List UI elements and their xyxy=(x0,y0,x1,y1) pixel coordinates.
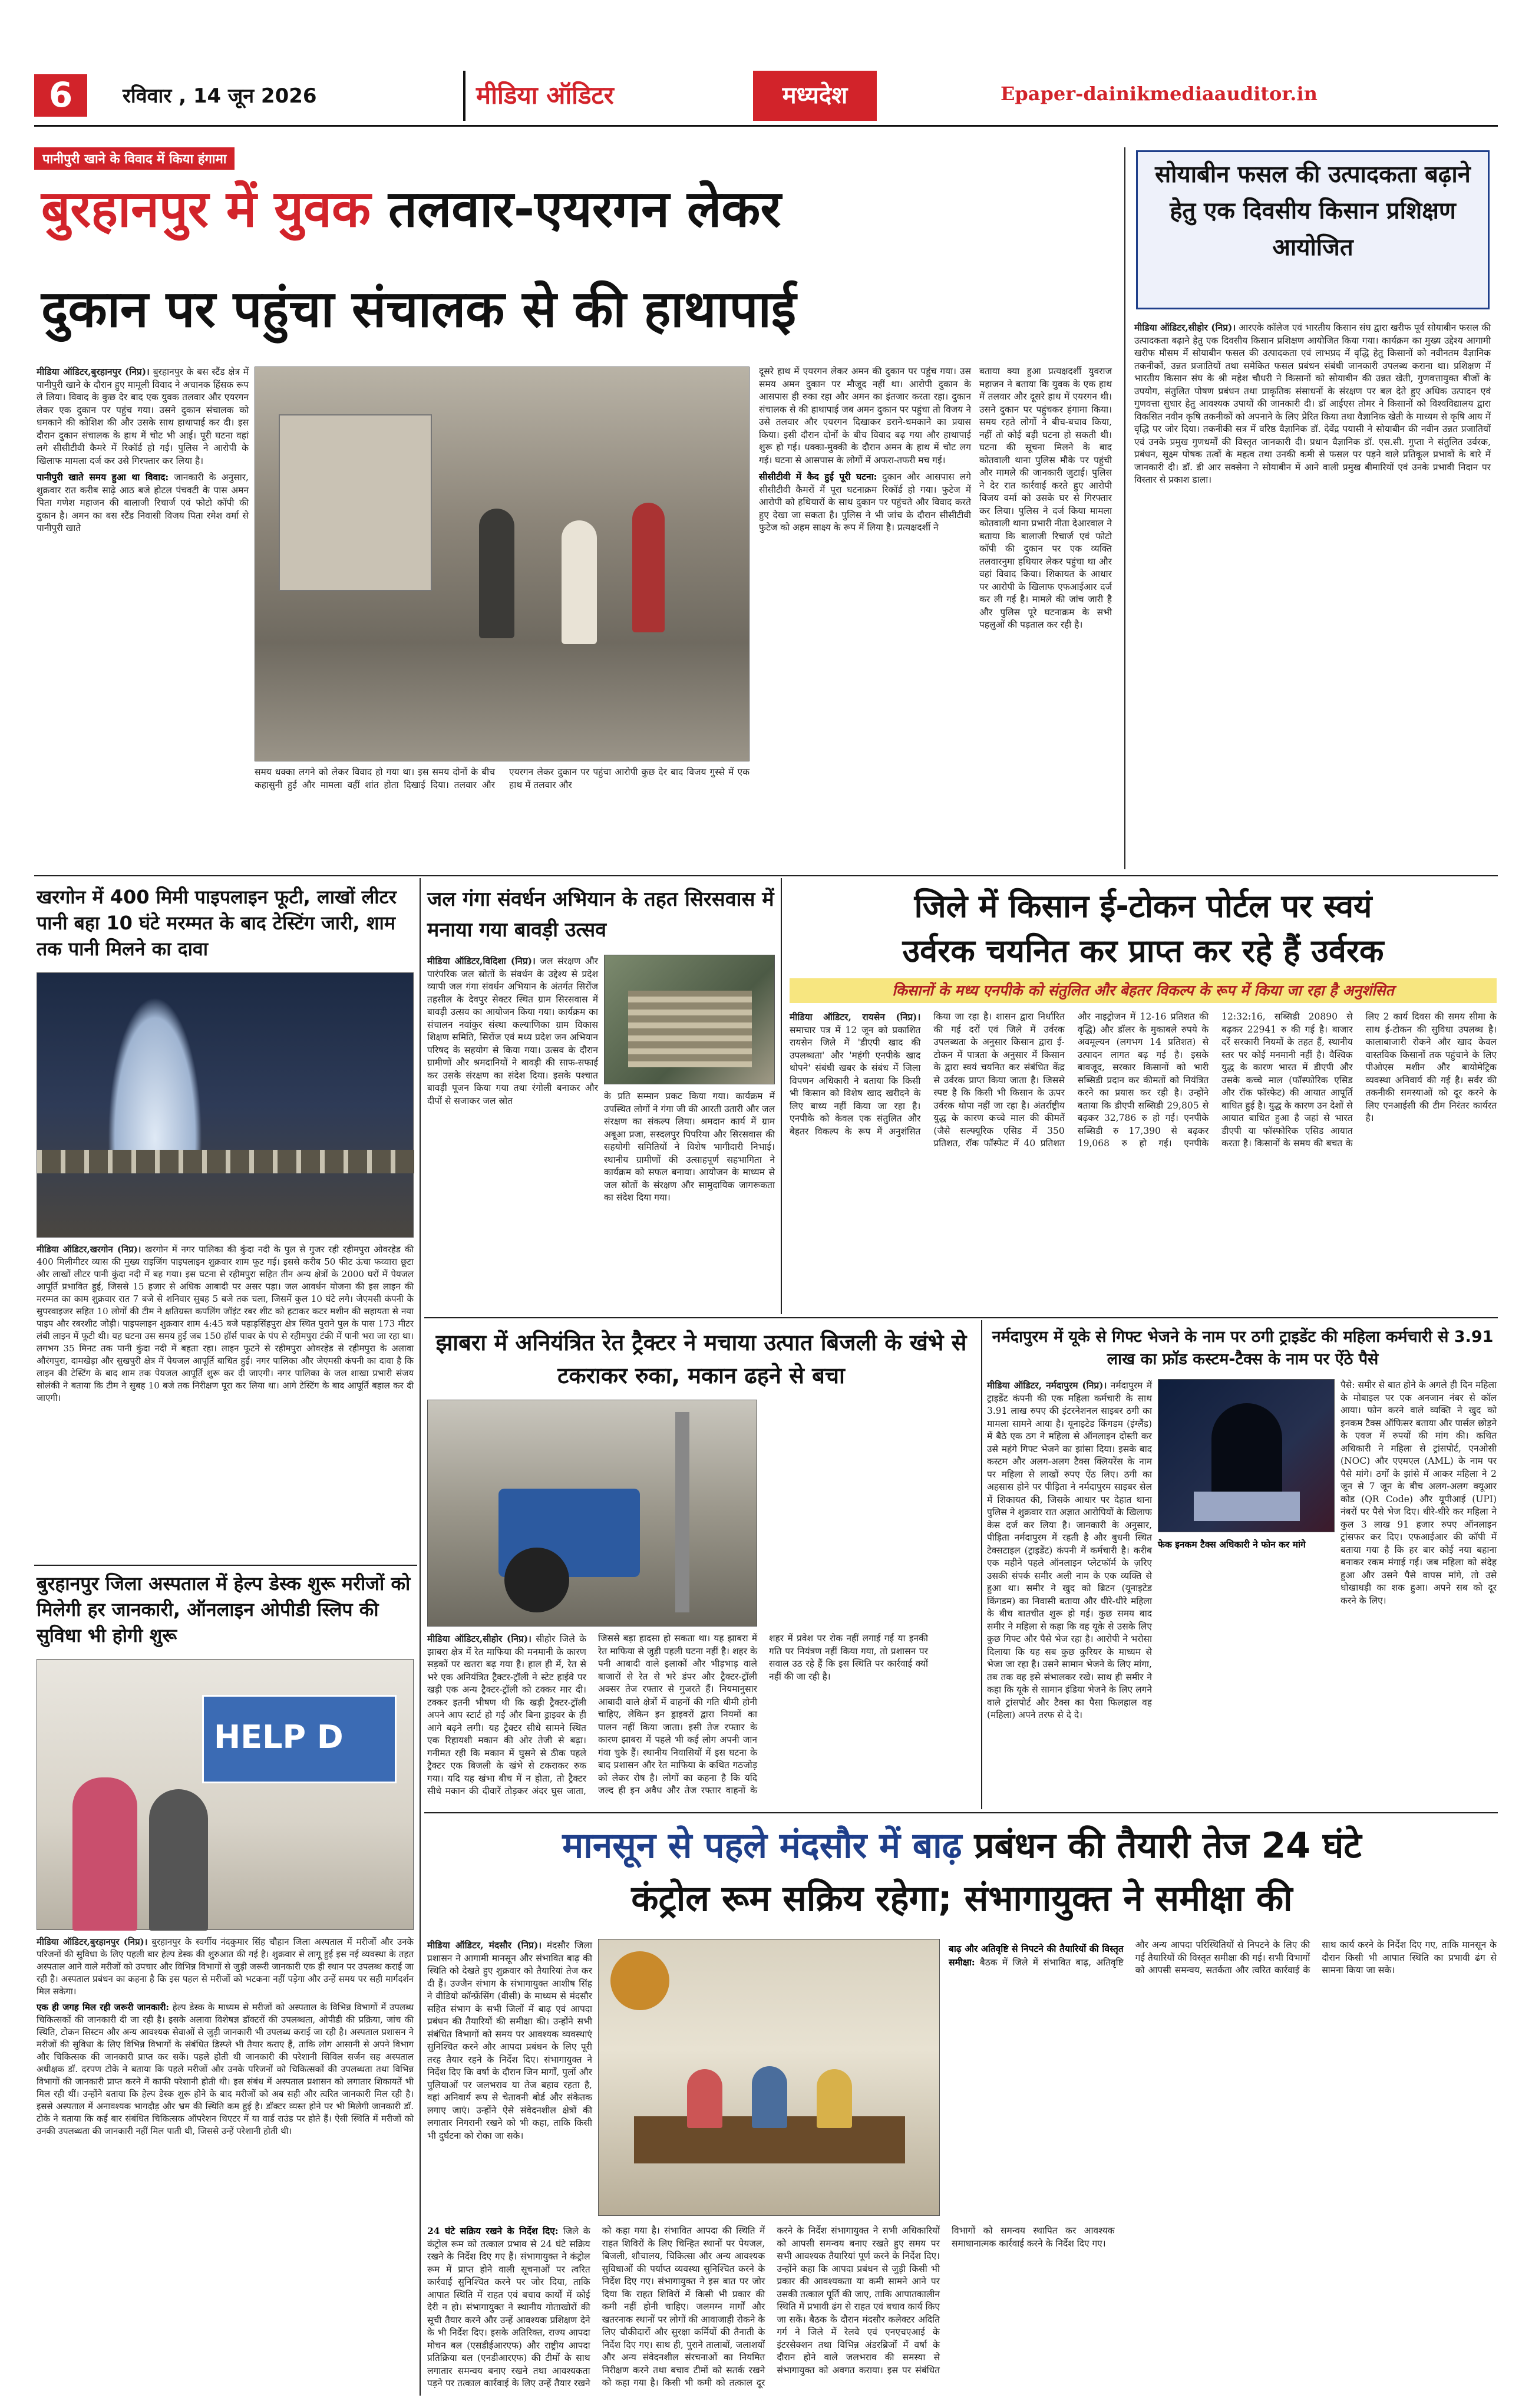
story7-body-text: सीहोर जिले के झाबरा क्षेत्र में रेत माफिया की मनमानी के कारण सड़कों पर खतरा बढ़ गया है। हाल ही में, रेत से भरे एक अनियंत्रित ट्रैक्टर-ट्रॉली ने स्टेट हाईवे पर खड़ी एक अन्य ट्रैक्टर-ट्रॉली को टक्कर मार दी। टक्कर इतनी भीषण थी कि खड़ी ट्रैक्टर-ट्रॉली अपने आप स्टार्ट हो गई और बिना ड्राइवर के ही आगे बढ़ने लगी। यह ट्रैक्टर सीधे सामने स्थित एक रिहायशी मकान की ओर तेजी से बढ़ा। गनीमत रही कि मकान में घुसने से ठीक पहले ट्रैक्टर एक बिजली के खंभे से टकराकर रुक गया। यदि यह खंभा बीच में न होता, तो ट्रैक्टर सीधे मकान की दीवारें तोड़कर अंदर घुस जाता, जिससे बड़ा हादसा हो सकता था। यह झाबरा में रेत माफिया से जुड़ी पहली घटना नहीं है। शहर के पनी आबादी वाले इलाकों और भीड़भाड़ वाले बाजारों से रेत से भरे डंपर और ट्रैक्टर-ट्रॉली अक्सर तेज रफ्तार से गुजरते हैं। नियमानुसार आबादी वाले क्षेत्रों में वाहनों की गति धीमी होनी चाहिए, लेकिन इन ड्राइवरों द्वारा नियमों का पालन नहीं किया जाता। इसी तेज रफ्तार के कारण झाबरा में पहले भी कई लोग अपनी जान गंवा चुके हैं। स्थानीय निवासियों में इस घटना के बाद प्रशासन और रेत माफिया के कथित गठजोड़ को लेकर रोष है। लोगों का कहना है कि यदि जल्द ही इन अवैध और तेज रफ्तार वाहनों के शहर में प्रवेश पर रोक नहीं लगाई गई या इनकी गति पर नियंत्रण नहीं किया गया, तो प्रशासन पर सवाल उठ रहे हैं कि इस स्थिति पर कार्रवाई क्यों नहीं की जा रही है। xyxy=(427,1633,928,1796)
story9-headline-2: कंट्रोल रूम सक्रिय रहेगा; संभागायुक्त ने समीक्षा की xyxy=(631,1878,1293,1919)
electric-pole-icon xyxy=(675,1412,689,1612)
story6-dateline: मीडिया ऑडिटर, रायसेन (निप्र)। xyxy=(790,1011,921,1022)
story1-sub2: सीसीटीवी में कैद हुई पूरी घटना: xyxy=(759,471,877,482)
story8-dateline: मीडिया ऑडिटर, नर्मदापुरम (निप्र)। xyxy=(987,1380,1107,1391)
story1-col3-text: बताया क्या हुआ प्रत्यक्षदर्शी युवराज महाजन ने बताया कि युवक के एक हाथ में तलवार और दूसरे हाथ में एयरगन थी। उसने दुकान पर पहुंचकर हंगामा किया। समय रहते लोगों ने बीच-बचाव किया, नहीं तो कोई बड़ी घटना हो सकती थी। घटना की सूचना मिलने के बाद कोतवाली थाना पुलिस मौके पर पहुंची और मामले की जानकारी जुटाई। पुलिस ने देर रात कार्रवाई करते हुए आरोपी विजय वर्मा को उसके घर से गिरफ्तार कर लिया। पुलिस ने दर्ज किया मामला कोतवाली थाना प्रभारी नीता देआरवाल ने बताया कि बालाजी रिचार्ज एवं फोटो कॉपी की दुकान पर एक व्यक्ति तलवारनुमा हथियार लेकर पहुंचा था और वहां विवाद किया। शिकायत के आधार पर आरोपी के खिलाफ एफआईआर दर्ज कर ली गई है। मामले की जांच जारी है और पुलिस पूरे घटनाक्रम के सभी पहलुओं की पड़ताल कर रही है। xyxy=(979,366,1112,630)
help-desk-sign-text: HELP D xyxy=(214,1718,344,1756)
story2-body xyxy=(1134,321,1491,866)
story1-headline-red: बुरहानपुर में युवक xyxy=(41,180,371,239)
story3-headline: खरगोन में 400 मिमी पाइपलाइन फूटी, लाखों लीटर पानी बहा 10 घंटे मरम्मत के बाद टेस्टिंग जारी, शाम तक पानी मिलने का दावा xyxy=(37,886,397,960)
laptop-icon xyxy=(1194,1492,1300,1521)
story9-body3-text: बैठक में जिले में संभावित बाढ़, अतिवृष्टि और अन्य आपदा परिस्थितियों से निपटने के लिए की गई तैयारियों की विस्तृत समीक्षा की गई। सभी विभागों को आपसी समन्वय, सतर्कता और त्वरित कार्रवाई के साथ कार्य करने के निर्देश दिए गए, ताकि मानसून के दौरान किसी भी आपात स्थिति का प्रभावी ढंग से सामना किया जा सके। xyxy=(979,1939,1497,1975)
bridge-railing-icon xyxy=(37,1150,414,1173)
story1-headline-2: दुकान पर पहुंचा संचालक से की हाथापाई xyxy=(41,280,797,339)
story4-headline: बुरहानपुर जिला अस्पताल में हेल्प डेस्क शुरू मरीजों को मिलेगी हर जानकारी, ऑनलाइन ओपीडी स्लिप की सुविधा भी होगी शुरू xyxy=(37,1572,411,1647)
water-fountain-icon xyxy=(108,997,202,1173)
story3-body-text: खरगोन में नगर पालिका की कुंदा नदी के पुल से गुजर रही रहीमपुरा ओवरहेड की 400 मिलीमीटर व्यास की मुख्य राइजिंग पाइपलाइन शुक्रवार शाम फूट गई। इससे करीब 50 फीट ऊंचा फव्वारा छूटा और लाखों लीटर पानी कुंदा नदी में बह गया। इस घटना से रहीमपुरा सहित तीन अन्य क्षेत्रों के 2000 घरों में पेयजल आपूर्ति प्रभावित हुई, जिससे 15 हजार से अधिक आबादी पर असर पड़ा। जल आवर्धन योजना की इस लाइन की मरम्मत का काम शुक्रवार रात 7 बजे से शनिवार सुबह 5 बजे तक चला, जिसमें कुल 10 घंटे लगे। जेएमसी कंपनी के सुपरवाइजर सहित 10 लोगों की टीम ने क्षतिग्रस्त कपलिंग जॉइंट रबर शीट को हटाकर कटर मशीन की सहायता से नया पाइप और रबरशीट जोड़ी। पाइपलाइन शुक्रवार शाम 4:45 बजे पहाड़सिंहपुरा क्षेत्र स्थित पुराने पुल के पास 173 मीटर लंबी लाइन में फूटी थी। यह घटना उस समय हुई जब 150 हॉर्स पावर के पंप से रहीमपुरा टंकी में पानी भरा जा रहा था। लगभग 35 मिनट तक पानी कुंदा नदी में बहता रहा। लाइन फूटने से रहीमपुरा ओवरहेड से रहीमपुरा के अलावा औरंगपुरा, दामखेड़ा और सुखपुरी क्षेत्र में पेयजल आपूर्ति बाधित हुई। नगर पालिका और जेएमसी कंपनी का दावा है कि लाइन की टेस्टिंग के बाद शाम तक पेयजल आपूर्ति शुरू कर दी जाएगी। नगर पालिका के जल शाखा प्रभारी संजय सोलंकी ने बताया कि टीम ने सुबह 10 बजे तक निरीक्षण पूरा कर लिया था। आगे टेस्टिंग के बाद आपूर्ति बहाल कर दी जाएगी। xyxy=(37,1244,414,1403)
story1-headline-black1: तलवार-एयरगन लेकर xyxy=(388,180,781,239)
story5-dateline: मीडिया ऑडिटर,विदिशा (निप्र)। xyxy=(427,955,536,967)
story3-body xyxy=(37,1243,414,1556)
page-number-text: 6 xyxy=(48,75,73,115)
story1-headline-1 xyxy=(41,177,1102,242)
story3-photo xyxy=(37,972,414,1238)
story1-photo-caption: समय धक्का लगने को लेकर विवाद हो गया था। इस समय दोनों के बीच कहासुनी हुई और मामला वहीं शांत होता दिखाई दिया। तलवार और एयरगन लेकर दुकान पर पहुंचा आरोपी कुछ देर बाद विजय गुस्से में एक हाथ में तलवार और xyxy=(255,767,750,790)
story7-col-right xyxy=(763,1403,975,1803)
story4-body xyxy=(37,1936,414,2396)
story7-dateline: मीडिया ऑडिटर,सीहोर (निप्र)। xyxy=(427,1633,531,1644)
story4-body-text: बुरहानपुर के स्वर्गीय नंदकुमार सिंह चौहान जिला अस्पताल में मरीजों और उनके परिजनों की सुविधा के लिए पहली बार हेल्प डेस्क की शुरुआत की गई है। शुक्रवार से लागू हुई इस नई व्यवस्था के तहत अस्पताल आने वाले मरीजों को उपचार और विभिन्न विभागों से जुड़ी जरूरी जानकारी एक ही स्थान पर उपलब्ध कराई जा रही है। अस्पताल प्रबंधन का कहना है कि इस पहल से मरीजों को भटकना नहीं पड़ेगा और उन्हें समय पर सही मार्गदर्शन मिल सकेगा। xyxy=(37,1937,414,1997)
story1-col2 xyxy=(759,365,971,866)
col-divider-mid xyxy=(781,878,782,1314)
story5-photo xyxy=(604,955,775,1084)
story5-body-text: जल संरक्षण और पारंपरिक जल स्रोतों के संवर्धन के उद्देश्य से प्रदेश व्यापी जल गंगा संवर्धन अभियान के अंतर्गत सिरोंज तहसील के देवपुर सेक्टर स्थित ग्राम सिरसवास में बावड़ी उत्सव का आयोजन किया गया। कार्यक्रम का संचालन नवांकुर संस्था कल्याणिका ग्राम विकास शिक्षण समिति, सिरोंज एवं मध्य प्रदेश जन अभियान परिषद के सहयोग से किया गया। उत्सव के दौरान ग्रामीणों और श्रमदानियों ने बावड़ी की साफ-सफाई कर उसके संरक्षण का संदेश दिया। इसके पश्चात बावड़ी पूजन किया गया तथा रंगोली बनाकर और दीपों से सजाकर जल स्रोत xyxy=(427,956,599,1106)
divider-3 xyxy=(424,1317,1498,1318)
story5-col2 xyxy=(604,1090,775,1308)
col-divider-left xyxy=(420,878,421,2396)
person-figure-icon-2 xyxy=(562,520,597,644)
story1-col3 xyxy=(979,365,1112,866)
divider-1 xyxy=(34,875,1498,876)
story9-sub2: बाढ़ और अतिवृष्टि से निपटने की तैयारियों की विस्तृत समीक्षा: xyxy=(949,1943,1124,1968)
person-figure-icon-7 xyxy=(752,2066,787,2128)
story6-body-text: समाचार पत्र में 12 जून को प्रकाशित रायसेन जिले में 'डीएपी खाद की उपलब्धता' और 'महंगी एनपीके खाद थोपने' संबंधी खबर के संबंध में जिला विपणन अधिकारी ने बताया कि किसी भी किसान को विशेष खाद खरीदने के लिए बाध्य नहीं किया जा रहा है। एनपीके को केवल एक संतुलित और बेहतर विकल्प के रूप में अनुशंसित किया जा रहा है। शासन द्वारा निर्धारित की गई दरों एवं जिले में उर्वरक उपलब्धता के अनुसार किसान द्वारा ई-टोकन में पात्रता के अनुसार में किसान के द्वारा स्वयं चयनित कर संबंधित केंद्र से उर्वरक प्राप्त किया जाता है। जिससे स्पष्ट है कि किसी भी किसान के ऊपर उर्वरक थोपा नहीं जा रहा है। अंतर्राष्ट्रीय युद्ध के कारण कच्चे माल की कीमतें (जैसे सल्फ्यूरिक एसिड में 350 प्रतिशत, रॉक फॉस्फेट में 40 प्रतिशत और नाइट्रोजन में 12-16 प्रतिशत की वृद्धि) और डॉलर के मुकाबले रुपये के अवमूल्यन (लगभग 14 प्रतिशत) से उत्पादन लागत बढ़ गई है। इसके बावजूद, सरकार किसानों को भारी सब्सिडी प्रदान कर कीमतों को नियंत्रित करने का प्रयास कर रही है। उन्होंने बताया कि डीएपी सब्सिडी 29,805 से बढ़कर 32,786 रु हो गई। एनपीके सब्सिडी रु 17,390 से बढ़कर 19,068 रु हो गई। एनपीके 12:32:16, सब्सिडी 20890 से बढ़कर 22941 रु की गई है। बाजार दरें सरकारी नियमों के तहत हैं, स्थानीय स्तर पर कोई मनमानी नहीं है। वैश्विक युद्ध के कारण भारत में डीएपी और उसके कच्चे माल (फॉस्फोरिक एसिड और रॉक फॉस्फेट) की आयात आपूर्ति बाधित हुई है। युद्ध के कारण उन देशों से आयात बाधित हुआ है जहां से भारत डीएपी या फॉस्फोरिक एसिड आयात करता है। किसानों के समय की बचत के लिए 2 कार्य दिवस की समय सीमा के साथ ई-टोकन की सुविधा उपलब्ध है। कालाबाजारी रोकने और खाद केवल वास्तविक किसानों तक पहुंचाने के लिए पीओएस मशीन और बायोमेट्रिक व्यवस्था अनिवार्य की गई है। सर्वर की तकनीकी समस्याओं को दूर करने के लिए एनआईसी की टीम निरंतर कार्यरत है। xyxy=(790,1011,1497,1149)
person-figure-icon-5 xyxy=(149,1789,208,1931)
masthead xyxy=(34,65,1498,127)
story3-dateline: मीडिया ऑडिटर,खरगोन (निप्र)। xyxy=(37,1244,141,1255)
person-figure-icon xyxy=(479,509,514,638)
person-figure-icon-8 xyxy=(817,2069,852,2128)
story2-dateline: मीडिया ऑडिटर,सीहोर (निप्र)। xyxy=(1134,322,1236,333)
story9-headline-1 xyxy=(427,1821,1497,1871)
person-figure-icon-4 xyxy=(72,1777,137,1931)
story8-col1 xyxy=(987,1379,1152,1803)
divider-2 xyxy=(34,1565,417,1566)
seal-emblem-icon xyxy=(610,1951,669,2010)
story1-col1b-text: जानकारी के अनुसार, शुक्रवार रात करीब साढ़े आठ बजे होटल पंचवटी के पास अमन पिता गणेश महाजन की बालाजी रिचार्ज एवं फोटो कॉपी की दुकान है। अमन का बस स्टैंड निवासी विजय पिता रमेश वर्मा से पानीपुरी खाते xyxy=(37,472,249,533)
story5-body2-text: के प्रति सम्मान प्रकट किया गया। कार्यक्रम में उपस्थित लोगों ने गंगा जी की आरती उतारी और जल संरक्षण का संकल्प लिया। श्रमदान कार्य में ग्राम अबूआ प्रजा, सस्दलपुर पिपरिया और सिरसवास की सहयोगी समितियों ने विशेष भागीदारी निभाई। स्थानीय ग्रामीणों की उत्साहपूर्ण सहभागिता ने कार्यक्रम को सफल बनाया। आयोजन के माध्यम से जल स्रोतों के संरक्षण और सामुदायिक जागरूकता का संदेश दिया गया। xyxy=(604,1091,775,1203)
story7-body xyxy=(427,1632,928,1803)
story9-body-text: मंदसौर जिला प्रशासन ने आगामी मानसून और संभावित बाढ़ की स्थिति को देखते हुए शुक्रवार को तैयारियां तेज कर दी हैं। उज्जैन संभाग के संभागायुक्त आशीष सिंह ने वीडियो कॉन्फ्रेंसिंग (वीसी) के माध्यम से मंदसौर सहित संभाग के सभी जिलों में बाढ़ एवं आपदा प्रबंधन की तैयारियों की समीक्षा की। उन्होंने सभी संबंधित विभागों को समय पर आवश्यक व्यवस्थाएं सुनिश्चित करने और आपदा प्रबंधन के लिए पूरी तरह तैयार रहने के निर्देश दिए। संभागायुक्त ने निर्देश दिए कि वर्षा के दौरान जिन मार्गों, पुलों और पुलियाओं पर जलभराव या तेज बहाव रहता है, वहां अनिवार्य रूप से चेतावनी बोर्ड और संकेतक लगाए जाएं। उन्होंने ऐसे संवेदनशील क्षेत्रों की लगातार निगरानी रखने को भी कहा, ताकि किसी भी दुर्घटना को रोका जा सके। xyxy=(427,1940,592,2141)
story5-headline: जल गंगा संवर्धन अभियान के तहत सिरसवास में मनाया गया बावड़ी उत्सव xyxy=(427,888,774,942)
stepwell-steps-icon xyxy=(628,991,752,1067)
story7-headline: झाबरा में अनियंत्रित रेत ट्रैक्टर ने मचाया उत्पात बिजली के खंभे से टकराकर रुका, मकान ढहने से बचा xyxy=(435,1330,967,1388)
section-name: मध्यदेश xyxy=(782,82,848,109)
story6-body xyxy=(790,1011,1497,1311)
story1-col2b-text: दुकान और आसपास लगे सीसीटीवी कैमरों में पूरा घटनाक्रम रिकॉर्ड हो गया। फुटेज में आरोपी को हथियारों के साथ दुकान पर पहुंचते और विवाद करते हुए देखा जा सकता है। पुलिस ने भी जांच के दौरान सीसीटीवी फुटेज को अहम साक्ष्य के रूप में लिया है। प्रत्यक्षदर्शी ने xyxy=(759,471,971,533)
story8-sub: फेक इनकम टैक्स अधिकारी ने फोन कर मांगे xyxy=(1158,1539,1306,1550)
story9-right xyxy=(949,1939,1497,2396)
website: Epaper-dainikmediaauditor.in xyxy=(1001,83,1318,105)
col-divider-7 xyxy=(981,1320,982,1809)
story1-col1-text: बुरहानपुर के बस स्टैंड क्षेत्र में पानीपुरी खाने के दौरान हुए मामूली विवाद ने अचानक हिंसक रूप ले लिया। विवाद के कुछ देर बाद एक युवक तलवार और एयरगन लेकर एक दुकान पर पहुंच गया। उसने दुकान संचालक को धमकाने की कोशिश की और उसके साथ हाथापाई कर दी। इस दौरान दुकान संचालक के हाथ में चोट भी आई। पूरी घटना वहां लगे सीसीटीवी कैमरे में रिकॉर्ड हो गई। पुलिस ने आरोपी के खिलाफ मामला दर्ज कर उसे गिरफ्तार कर लिया है। xyxy=(37,367,249,466)
story1-dateline: मीडिया ऑडिटर,बुरहानपुर (निप्र)। xyxy=(37,366,150,377)
story2-headline: सोयाबीन फसल की उत्पादकता बढ़ाने हेतु एक दिवसीय किसान प्रशिक्षण आयोजित xyxy=(1155,161,1471,261)
story1-col1 xyxy=(37,365,249,860)
person-figure-icon-3 xyxy=(632,503,665,632)
story7-photo xyxy=(427,1400,757,1627)
shop-shutter-icon xyxy=(279,414,432,591)
story9-body2-text: जिले के कंट्रोल रूम को तत्काल प्रभाव से 24 घंटे सक्रिय रखने के निर्देश दिए गए हैं। संभागायुक्त ने कंट्रोल रूम में प्राप्त होने वाली सूचनाओं पर त्वरित कार्रवाई सुनिश्चित करने पर जोर दिया, ताकि आपात स्थिति में राहत एवं बचाव कार्यों में कोई देरी न हो। संभागायुक्त ने स्थानीय गोताखोरों की सूची तैयार करने और उन्हें आवश्यक प्रशिक्षण देने के भी निर्देश दिए। इसके अतिरिक्त, राज्य आपदा मोचन बल (एसडीईआरएफ) और राष्ट्रीय आपदा प्रतिक्रिया बल (एनडीआरएफ) की टीमों के साथ लगातार समन्वय बनाए रखने तथा आवश्यकता पड़ने पर तत्काल कार्रवाई के लिए उन्हें तैयार रखने को कहा गया है। संभावित आपदा की स्थिति में राहत शिविरों के लिए चिन्हित स्थानों पर पेयजल, बिजली, शौचालय, चिकित्सा और अन्य आवश्यक सुविधाओं की पर्याप्त व्यवस्था सुनिश्चित करने के निर्देश दिए गए। संभागायुक्त ने इस बात पर जोर दिया कि राहत शिविरों में किसी भी प्रकार की कमी नहीं होनी चाहिए। जलमग्न मार्गों और खतरनाक स्थानों पर लोगों की आवाजाही रोकने के लिए चौकीदारों और सुरक्षा कर्मियों की तैनाती के निर्देश दिए गए। साथ ही, पुराने तालाबों, जलाशयों और अन्य संवेदनशील संरचनाओं का नियमित निरीक्षण करने तथा बचाव टीमों को सतर्क रखने को कहा गया है। किसी भी कमी को तत्काल दूर करने के निर्देश संभागायुक्त ने सभी अधिकारियों को आपसी समन्वय बनाए रखते हुए समय पर सभी आवश्यक तैयारियां पूर्ण करने के निर्देश दिए। उन्होंने कहा कि आपदा प्रबंधन से जुड़ी किसी भी प्रकार की आवश्यकता या कमी सामने आने पर उसकी तत्काल पूर्ति की जाए, ताकि आपातकालीन स्थिति में प्रभावी ढंग से राहत एवं बचाव कार्य किए जा सकें। बैठक के दौरान मंदसौर कलेक्टर अदिति गर्ग ने जिले में रेलवे एवं एनएचएआई के इंटरसेक्शन तथा विभिन्न अंडरब्रिजों में वर्षा के दौरान होने वाले जलभराव की समस्या से संभागायुक्त को अवगत कराया। इस पर संबंधित विभागों को समन्वय स्थापित कर आवश्यक समाधानात्मक कार्रवाई करने के निर्देश दिए गए। xyxy=(427,2225,1115,2389)
story8-photo xyxy=(1158,1379,1335,1532)
story6-headline-1: जिले में किसान ई-टोकन पोर्टल पर स्वयं xyxy=(914,888,1372,925)
story9-col1b xyxy=(427,2225,1115,2396)
story5-col1 xyxy=(427,955,598,1308)
story2-body-text: आरएके कॉलेज एवं भारतीय किसान संघ द्वारा खरीफ पूर्व सोयाबीन फसल की उत्पादकता बढ़ाने हेतु एक दिवसीय किसान प्रशिक्षण आयोजित किया गया। कार्यक्रम का मुख्य उद्देश्य आगामी खरीफ मौसम में सोयाबीन फसल की उत्पादकता एवं लाभप्रद में वृद्धि हेतु किसानों को नवीनतम वैज्ञानिक तकनीकों, उन्नत प्रजातियों तथा समेकित फसल प्रबंधन संबंधी जानकारी उपलब्ध कराना था। प्रशिक्षण में भारतीय किसान संघ के श्री महेश चौधरी ने किसानों को सोयाबीन की उन्नत खेती, गुणवत्तायुक्त बीजों के उपयोग, संतुलित पोषण प्रबंधन तथा प्राकृतिक संसाधनों के संरक्षण पर बल देते हुए अधिक उत्पादन एवं गुणवत्ता सुधार हेतु आवश्यक उपायों की जानकारी दी। डॉ आईएस तोमर ने किसानों को विश्वविद्यालय द्वारा विकसित नवीन कृषि तकनीकों को अपनाने के लिए प्रेरित किया तथा वैज्ञानिक खेती के माध्यम से कृषि आय में वृद्धि पर जोर दिया। तकनीकी सत्र में वरिष्ठ वैज्ञानिक डॉ. देवेंद्र पयासी ने सोयाबीन की नवीन उन्नत प्रजातियों एवं उनके प्रमुख गुणधर्मों की विस्तृत जानकारी दी। प्रधान वैज्ञानिक डॉ. एस.सी. गुप्ता ने संतुलित उर्वरक, प्रबंधन, सूक्ष्म पोषक तत्वों के महत्व तथा उनकी कमी से फसल पर पड़ने वाले प्रतिकूल प्रभावों के बारे में जानकारी दी। डॉ. डी आर सक्सेना ने सोयाबीन में आने वाली प्रमुख बीमारियों एवं उनके प्रभावी निदान पर विस्तार से प्रकाश डाला। xyxy=(1134,322,1491,485)
story9-dateline: मीडिया ऑडिटर, मंदसौर (निप्र)। xyxy=(427,1939,542,1951)
story9-photo xyxy=(598,1939,940,2216)
paper-name: मीडिया ऑडिटर xyxy=(476,81,614,110)
story6-strap: किसानों के मध्य एनपीके को संतुलित और बेहतर विकल्प के रूप में किया जा रहा है अनुशंसित xyxy=(790,978,1497,1003)
story4-sub: एक ही जगह मिल रही जरूरी जानकारी: xyxy=(37,2002,169,2013)
tractor-wheel-icon xyxy=(504,1548,569,1612)
story4-dateline: मीडिया ऑडिटर,बुरहानपुर (निप्र)। xyxy=(37,1937,148,1947)
masthead-date: रविवार , 14 जून 2026 xyxy=(123,84,317,108)
hacker-hood-icon xyxy=(1211,1403,1282,1497)
story1-col2-text: दूसरे हाथ में एयरगन लेकर अमन की दुकान पर पहुंच गया। उस समय अमन दुकान पर मौजूद नहीं था। आरोपी दुकान के आसपास ही रुका रहा और अमन का इंतजार करता रहा। दुकान संचालक से की हाथापाई जब अमन दुकान पर पहुंचा तो विजय ने उसे तलवार और एयरगन दिखाकर डराने-धमकाने का प्रयास किया। इसी दौरान दोनों के बीच विवाद बढ़ गया और हाथापाई शुरू हो गई। धक्का-मुक्की के दौरान अमन के हाथ में चोट लग गई। घटना से आसपास के लोगों में अफरा-तफरी मच गई। xyxy=(759,366,971,466)
divider-4 xyxy=(424,1812,1498,1813)
story9-headline-black1: प्रबंधन की तैयारी तेज 24 घंटे xyxy=(974,1825,1362,1866)
story9-col1 xyxy=(427,1939,592,2222)
person-figure-icon-6 xyxy=(687,2069,722,2128)
story9-headline-red: मानसून से पहले मंदसौर में बाढ़ xyxy=(562,1825,962,1866)
story8-body-text: नर्मदापुरम में ट्राइडेंट कंपनी की एक महिला कर्मचारी के साथ 3.91 लाख रुपए की इंटरनेशनल साइबर ठगी का मामला सामने आया है। यूनाइटेड किंगडम (इंग्लैंड) में बैठे एक ठग ने महिला से ऑनलाइन दोस्ती कर उसे महंगे गिफ्ट भेजने का झांसा दिया। इसके बाद कस्टम और अलग-अलग टैक्स क्लियरेंस के नाम पर महिला से लाखों रुपए ऐंठ लिए। ठगी का अहसास होने पर पीड़िता ने नर्मदापुरम साइबर सेल में शिकायत की, जिसके आधार पर देहात थाना पुलिस ने शुक्रवार रात अज्ञात आरोपियों के खिलाफ केस दर्ज कर लिया है। जानकारी के अनुसार, पीड़िता नर्मदापुरम में रहती है और बुधनी स्थित टेक्सटाइल (ट्राइडेंट) कंपनी में कर्मचारी है। करीब एक महीने पहले ऑनलाइन प्लेटफॉर्म के ज़रिए उसकी संपर्क समीर अली नाम के एक व्यक्ति से हुआ था। समीर ने खुद को ब्रिटन (यूनाइटेड किंगडम) का निवासी बताया और धीरे-धीरे महिला के बीच बातचीत शुरू हो गई। कुछ समय बाद समीर ने महिला से कहा कि वह यूके से उसके लिए कुछ गिफ्ट और पैसे भेज रहा है। आरोपी ने भरोसा दिलाया कि यह सब कुछ कुरियर के माध्यम से भेजा जा रहा है। उसने सामान भेजने के लिए मांगा, तब तक वह इसे संभालकर रखे। साथ ही समीर ने कहा कि यूके से सामान इंडिया भेजने के लिए लगने वाले ट्रांसपोर्ट और टैक्स का पैसा फिलहाल वह (महिला) अपने तरफ से दे दे। xyxy=(987,1380,1152,1720)
story4-body2-text: हेल्प डेस्क के माध्यम से मरीजों को अस्पताल के विभिन्न विभागों में उपलब्ध चिकित्सकों की जानकारी दी जा रही है। इसके अलावा विशेषज्ञ डॉक्टरों की उपलब्धता, ओपीडी की प्रक्रिया, जांच की स्थिति, टोकन सिस्टम और अन्य आवश्यक सेवाओं से जुड़ी जानकारी भी उपलब्ध कराई जा रही है। अस्पताल प्रशासन ने मरीजों की सुविधा के लिए विभिन्न विभागों के संबंधित डिस्प्ले भी तैयार कराए हैं, ताकि लोग आसानी से अपने विभाग और चिकित्सक की जानकारी प्राप्त कर सकें। पहले होती थी जानकारी की परेशानी सिविल सर्जन सह अस्पताल अधीक्षक डॉ. दरपण टोके ने बताया कि पहले मरीजों और उनके परिजनों को चिकित्सकों की उपलब्धता तथा विभिन्न विभागों की जानकारी प्राप्त करने में काफी परेशानी होती थी। इस संबंध में अस्पताल प्रशासन को लगातार शिकायतें भी मिल रही थीं। उन्होंने बताया कि हेल्प डेस्क शुरू होने के बाद मरीजों को अब सही और त्वरित जानकारी मिल रही है। इससे अस्पताल में अनावश्यक भागदौड़ और भ्रम की स्थिति कम हुई है। डॉक्टर व्यस्त होने पर भी मिलेगी जानकारी डॉ. टोके ने बताया कि कई बार संबंधित चिकित्सक ऑपरेशन थिएटर में या वार्ड राउंड पर होते हैं। ऐसी स्थिति में मरीजों को उनकी उपलब्धता की जानकारी नहीं मिल पाती थी, जिससे उन्हें परेशानी होती थी। xyxy=(37,2002,414,2136)
story8-col3 xyxy=(1340,1379,1497,1803)
story8-body2-text: पैसे: समीर से बात होने के अगले ही दिन महिला के मोबाइल पर एक अनजान नंबर से कॉल आया। फोन करने वाले व्यक्ति ने खुद को इनकम टैक्स ऑफिसर बताया और पार्सल छोड़ने के एवज में रुपयों की मांग की। कथित अधिकारी ने महिला से ट्रांसपोर्ट, एनओसी (NOC) और एएमएल (AML) के नाम पर पैसे मांगे। ठगों के झांसे में आकर महिला ने 2 जून से 7 जून के बीच अलग-अलग क्यूआर कोड (QR Code) और यूपीआई (UPI) नंबरों पर पैसे भेज दिए। धीरे-धीरे कर महिला ने कुल 3 लाख 91 हजार रुपए ऑनलाइन ट्रांसफर कर दिए। एफआईआर की कॉपी में बताया गया है कि हर बार कोई नया बहाना बनाकर रकम मंगाई गई। जब महिला को संदेह हुआ और उसने पैसे वापस मांगे, तो उसे धोखाधड़ी का शक हुआ। अपने सब को दूर करने के लिए। xyxy=(1340,1380,1497,1606)
story4-photo xyxy=(37,1659,414,1930)
story8-col2 xyxy=(1158,1538,1335,1803)
story1-sub1: पानीपुरी खाते समय हुआ था विवाद: xyxy=(37,471,169,483)
story9-sub: 24 घंटे सक्रिय रखने के निर्देश दिए: xyxy=(427,2225,559,2237)
story8-headline: नर्मदापुरम में यूके से गिफ्ट भेजने के नाम पर ठगी ट्राइडेंट की महिला कर्मचारी से 3.91 लाख का फ्रॉड कस्टम-टैक्स के नाम पर ऐंठे पैसे xyxy=(992,1328,1494,1368)
story1-photo xyxy=(255,367,750,761)
story1-kicker: पानीपुरी खाने के विवाद में किया हंगामा xyxy=(34,147,235,170)
story6-headline-2: उर्वरक चयनित कर प्राप्त कर रहे हैं उर्वरक xyxy=(902,932,1384,969)
masthead-divider xyxy=(463,71,465,121)
